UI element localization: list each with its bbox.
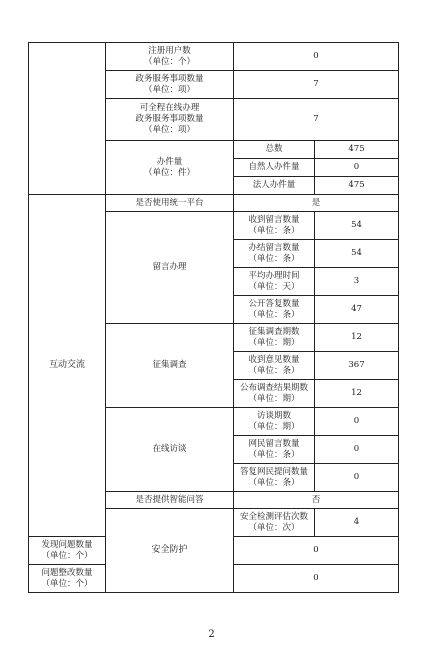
volume-label: 办件量 （单位：件） [106,141,234,195]
messages-label: 留言办理 [106,212,234,324]
table-row [29,43,399,71]
sub-label: 公开答复数量 （单位：条） [234,296,315,324]
row-value: 4 [315,509,399,537]
sub-label: 办结留言数量 （单位：条） [234,240,315,268]
sub-label: 网民留言数量 （单位：条） [234,436,315,464]
row-value: 0 [234,43,399,71]
sub-label: 征集调查期数 （单位：期） [234,324,315,352]
sub-label: 总数 [234,141,315,159]
sub-value: 475 [315,141,399,159]
row-label: 可全程在线办理 政务服务事项数量 （单位：项） [106,99,234,141]
sub-value: 0 [315,159,399,177]
sub-label: 答复网民提问数量 （单位：条） [234,464,315,492]
category-interaction: 互动交流 [29,195,106,537]
row-label: 安全检测评估次数 （单位：次） [234,509,315,537]
row-label: 政务服务事项数量 （单位：项） [106,71,234,99]
sub-value: 47 [315,296,399,324]
row-label: 是否提供智能问答 [106,492,234,509]
sub-value: 54 [315,240,399,268]
category-cell-blank [29,43,106,195]
survey-label: 征集调查 [106,324,234,408]
page-number: 2 [208,629,215,640]
sub-label: 收到留言数量 （单位：条） [234,212,315,240]
category-security: 安全防护 [106,509,234,593]
sub-value: 3 [315,268,399,296]
row-value: 0 [234,565,399,593]
sub-label: 自然人办件量 [234,159,315,177]
statistics-table [28,42,399,593]
sub-label: 法人办件量 [234,177,315,195]
row-label: 发现问题数量 （单位：个） [29,537,106,565]
sub-value: 54 [315,212,399,240]
row-label: 注册用户数 （单位：个） [106,43,234,71]
sub-label: 平均办理时间 （单位：天） [234,268,315,296]
row-value: 否 [234,492,399,509]
sub-value: 0 [315,408,399,436]
row-value: 7 [234,99,399,141]
table-row [29,195,399,212]
sub-value: 367 [315,352,399,380]
row-value: 0 [234,537,399,565]
interview-label: 在线访谈 [106,408,234,492]
row-value: 是 [234,195,399,212]
sub-value: 0 [315,436,399,464]
row-value: 7 [234,71,399,99]
sub-label: 收到意见数量 （单位：条） [234,352,315,380]
sub-value: 12 [315,324,399,352]
sub-value: 0 [315,464,399,492]
sub-label: 访谈期数 （单位：期） [234,408,315,436]
row-label: 问题整改数量 （单位：个） [29,565,106,593]
row-label: 是否使用统一平台 [106,195,234,212]
sub-value: 475 [315,177,399,195]
sub-value: 12 [315,380,399,408]
sub-label: 公布调查结果期数 （单位：期） [234,380,315,408]
